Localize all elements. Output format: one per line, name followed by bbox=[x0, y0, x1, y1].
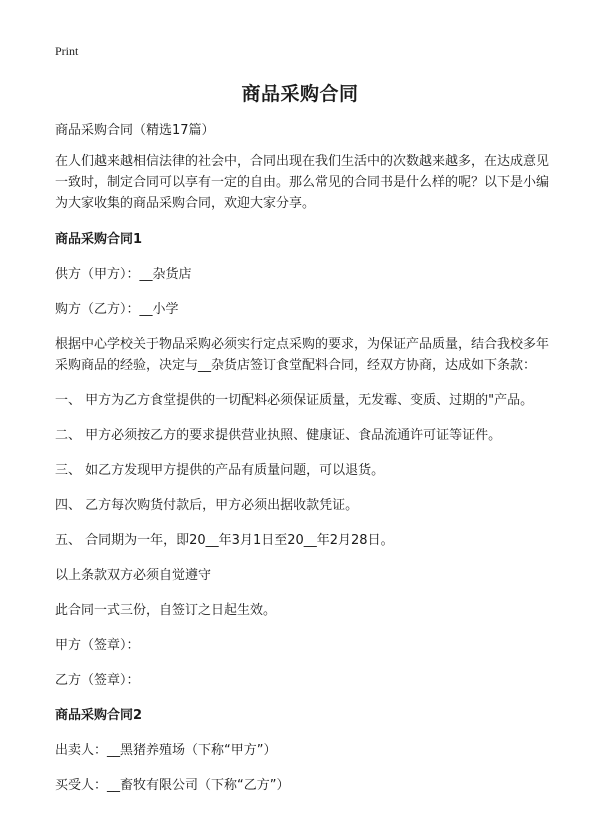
clause-item: 一、 甲方为乙方食堂提供的一切配料必须保证质量，无发霉、变质、过期的"产品。 bbox=[55, 393, 534, 408]
signature-party-b: 乙方（签章）： bbox=[55, 673, 140, 688]
document-body bbox=[55, 120, 555, 796]
contract1-copies: 此合同一式三份，自签订之日起生效。 bbox=[55, 603, 277, 618]
page-title: 商品采购合同 bbox=[241, 83, 359, 105]
contract1-observe: 以上条款双方必须自觉遵守 bbox=[55, 568, 212, 583]
clause-item: 二、 甲方必须按乙方的要求提供营业执照、健康证、食品流通许可证等证件。 bbox=[55, 428, 502, 443]
document-subtitle: 商品采购合同（精选17篇） bbox=[55, 123, 215, 138]
signature-party-a: 甲方（签章）： bbox=[55, 638, 140, 653]
clause-item: 五、 合同期为一年，即20__年3月1日至20__年2月28日。 bbox=[55, 533, 394, 548]
clause-item: 三、 如乙方发现甲方提供的产品有质量问题，可以退货。 bbox=[55, 463, 385, 478]
print-link[interactable]: Print bbox=[55, 44, 79, 58]
intro-paragraph: 在人们越来越相信法律的社会中，合同出现在我们生活中的次数越来越多，在达成意见一致时，制定合同可以享有一定的自由。那么常见的合同书是什么样的呢？以下是小编为大家收集的商品采购合同，欢迎大家分享。 bbox=[55, 154, 550, 211]
contract1-heading: 商品采购合同1 bbox=[55, 232, 143, 247]
contract1-party-a: 供方（甲方）：__杂货店 bbox=[55, 267, 192, 282]
contract2-buyer: 买受人：__畜牧有限公司（下称“乙方”） bbox=[55, 778, 290, 793]
clause-item: 四、 乙方每次购货付款后，甲方必须出据收款凭证。 bbox=[55, 498, 359, 513]
contract1-preamble: 根据中心学校关于物品采购必须实行定点采购的要求，为保证产品质量，结合我校多年采购商品的经验，决定与__杂货店签订食堂配料合同，经双方协商，达成如下条款： bbox=[55, 337, 550, 373]
contract2-heading: 商品采购合同2 bbox=[55, 708, 143, 723]
contract1-party-b: 购方（乙方）：__小学 bbox=[55, 302, 179, 317]
contract2-seller: 出卖人：__黑猪养殖场（下称“甲方”） bbox=[55, 743, 277, 758]
